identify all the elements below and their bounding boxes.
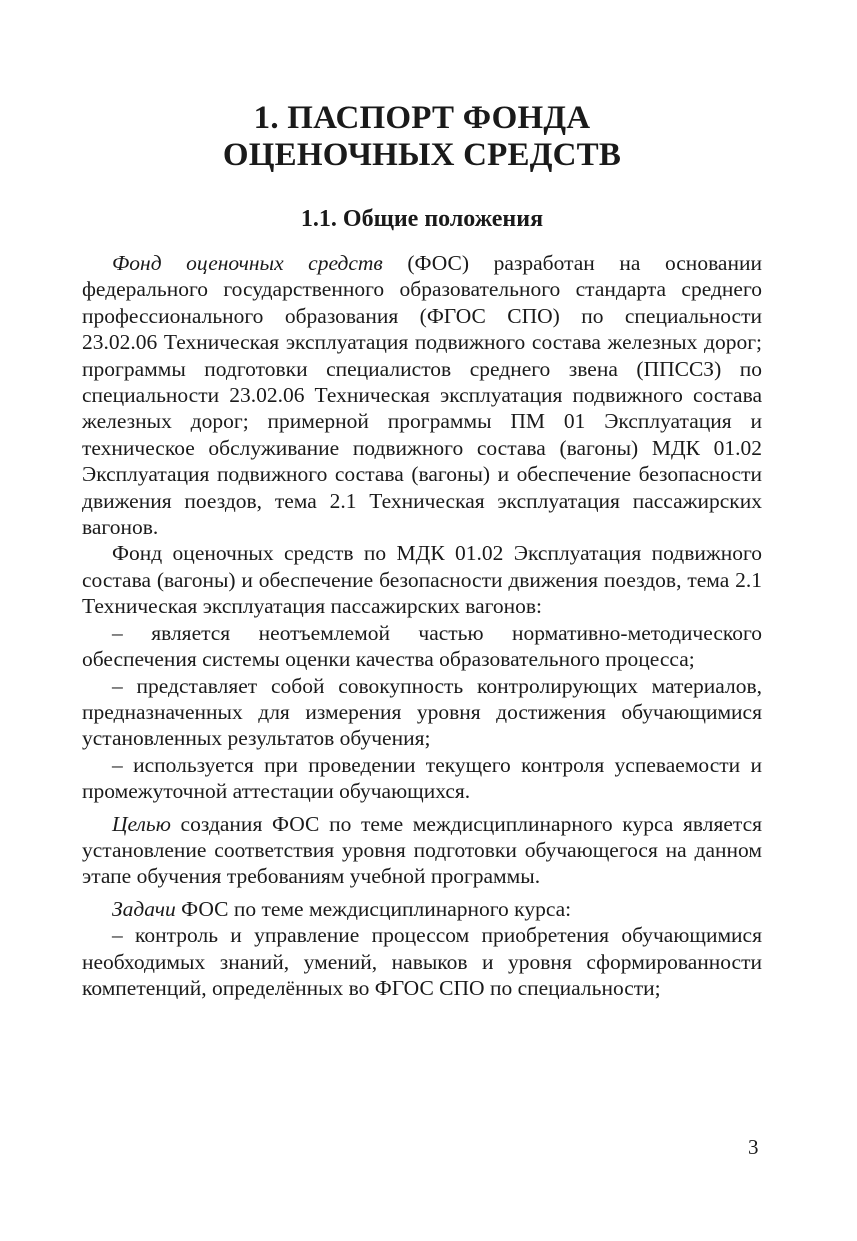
section-title: 1.1. Общие положения bbox=[300, 206, 544, 232]
term-goal: Целью bbox=[112, 811, 171, 836]
chapter-title bbox=[82, 100, 762, 174]
list-item: – контроль и управление процессом приобретения обучающимися необходимых знаний, умений, навыков и уровня сформированности компетенций, определённых во ФГОС СПО по специальности; bbox=[82, 923, 762, 1000]
term-tasks: Задачи bbox=[112, 896, 176, 921]
paragraph-goal bbox=[82, 811, 762, 890]
list-item: – представляет собой совокупность контролирующих материалов, предназначенных для измерения уровня достижения обучающимися установленных результатов обучения; bbox=[82, 673, 762, 751]
paragraph-text: создания ФОС по теме междисциплинарного курса является установление соответствия уровня подготовки обучающегося на данном этапе обучения требованиям учебной программы. bbox=[82, 811, 762, 889]
document-page bbox=[82, 0, 762, 1001]
list-item: – является неотъемлемой частью нормативно-методического обеспечения системы оценки качества образовательного процесса; bbox=[82, 620, 762, 672]
paragraph-fos-mdk: Фонд оценочных средств по МДК 01.02 Эксплуатация подвижного состава (вагоны) и обеспечение безопасности движения поездов, тема 2.1 Техническая эксплуатация пассажирских вагонов: bbox=[82, 541, 762, 619]
body-text bbox=[82, 250, 762, 1001]
chapter-title-line-1: 1. ПАСПОРТ ФОНДА bbox=[253, 100, 591, 136]
page-number: 3 bbox=[748, 1135, 759, 1159]
paragraph-tasks bbox=[82, 896, 762, 922]
paragraph-text: ФОС по теме междисциплинарного курса: bbox=[175, 896, 572, 921]
paragraph-text: (ФОС) разработан на основании федерального государственного образовательного стандарта среднего профессионального образования (ФГОС СПО) по специальности 23.02.06 Техническая эксплуатация подвижного состава железных дорог; программы подготовки специалистов среднего звена (ППССЗ) по специальности 23.02.06 Техническая эксплуатация подвижного состава железных дорог; примерной программы ПМ 01 Эксплуатация и техническое обслуживание подвижного состава (вагоны) МДК 01.02 Эксплуатация подвижного состава (вагоны) и обеспечение безопасности движения поездов, тема 2.1 Техническая эксплуатация пассажирских вагонов. bbox=[82, 251, 762, 540]
paragraph-fos-basis bbox=[82, 250, 762, 540]
list-item: – используется при проведении текущего контроля успеваемости и промежуточной аттестации обучающихся. bbox=[82, 752, 762, 804]
term-fos: Фонд оценочных средств bbox=[112, 251, 383, 275]
chapter-title-line-2: ОЦЕНОЧНЫХ СРЕДСТВ bbox=[222, 137, 622, 173]
